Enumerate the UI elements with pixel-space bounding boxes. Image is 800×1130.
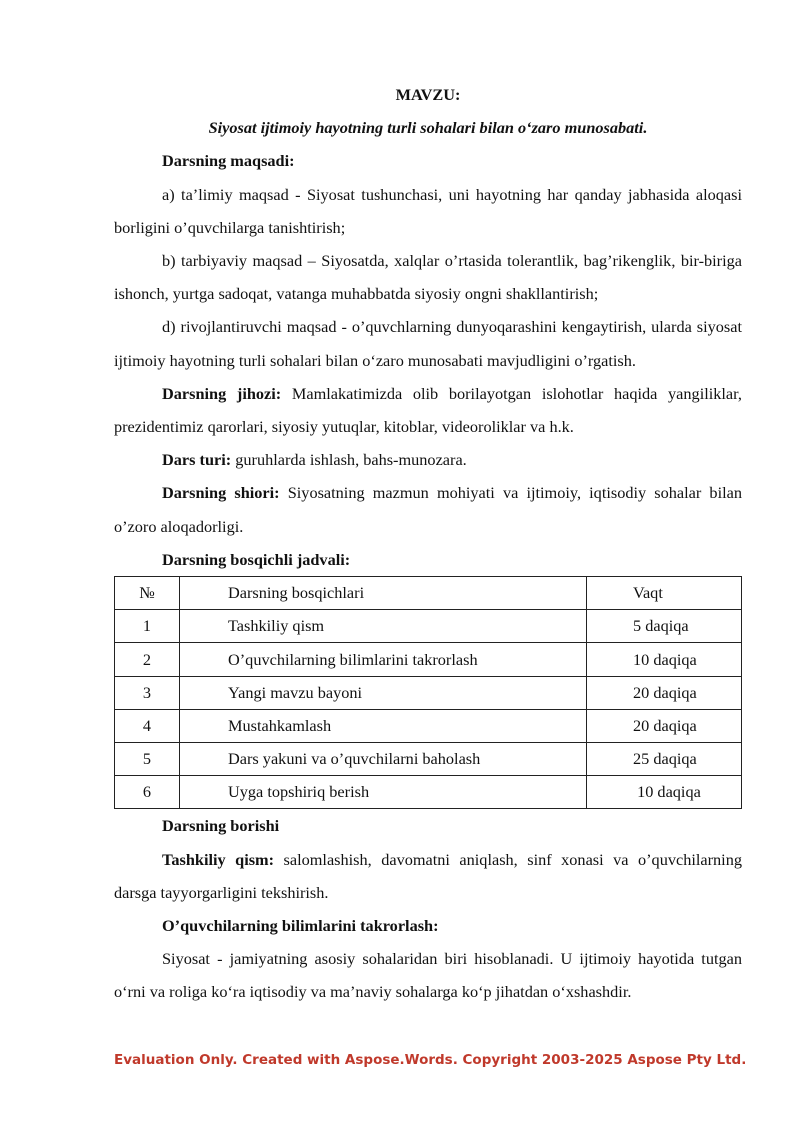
- row-time: 10 daqiqa: [587, 776, 742, 809]
- row-time: 5 daqiqa: [587, 610, 742, 643]
- type-label: Dars turi:: [162, 450, 232, 470]
- table-header-row: [115, 577, 742, 610]
- goal-b: b) tarbiyaviy maqsad – Siyosatda, xalqlar o’rtasida tolerantlik, bag’rikenglik, bir-biriga ishonch, yurtga sadoqat, vatanga muhabbatda siyosiy ongni shakllantirish;: [114, 251, 742, 304]
- header-time: Vaqt: [587, 577, 742, 610]
- table-row: [115, 643, 742, 676]
- equipment-text: Mamlakatimizda olib borilayotgan islohotlar haqida yangiliklar, prezidentimiz qarorlari, siyosiy yutuqlar, kitoblar, videoroliklar va h.k.: [114, 383, 742, 437]
- motto-text: Siyosatning mazmun mohiyati va ijtimoiy, iqtisodiy sohalar bilan o’zoro aloqadorligi.: [114, 483, 742, 536]
- header-number: №: [115, 577, 180, 610]
- row-number: 2: [115, 643, 180, 676]
- organizational-paragraph: [114, 843, 742, 909]
- equipment-label: Darsning jihozi:: [162, 383, 282, 403]
- row-time: 10 daqiqa: [587, 643, 742, 676]
- type-text: guruhlarda ishlash, bahs-munozara.: [231, 450, 467, 470]
- row-stage: Dars yakuni va o’quvchilarni baholash: [180, 742, 587, 775]
- evaluation-watermark: Evaluation Only. Created with Aspose.Words. Copyright 2003-2025 Aspose Pty Ltd.: [114, 1052, 747, 1068]
- row-stage: Tashkiliy qism: [180, 610, 587, 643]
- table-row: [115, 610, 742, 643]
- row-stage: Mustahkamlash: [180, 709, 587, 742]
- row-number: 1: [115, 610, 180, 643]
- table-row: [115, 676, 742, 709]
- row-stage: O’quvchilarning bilimlarini takrorlash: [180, 643, 587, 676]
- organizational-text: salomlashish, davomatni aniqlash, sinf xonasi va o’quvchilarning darsga tayyorgarligini tekshirish.: [114, 849, 742, 902]
- review-heading: O’quvchilarning bilimlarini takrorlash:: [162, 915, 439, 935]
- document-page: [114, 78, 742, 1009]
- row-time: 25 daqiqa: [587, 742, 742, 775]
- row-number: 4: [115, 709, 180, 742]
- table-row: [115, 742, 742, 775]
- row-time: 20 daqiqa: [587, 709, 742, 742]
- goal-heading: Darsning maqsadi:: [162, 151, 295, 171]
- table-row: [115, 709, 742, 742]
- row-number: 3: [115, 676, 180, 709]
- row-stage: Yangi mavzu bayoni: [180, 676, 587, 709]
- review-paragraph: Siyosat - jamiyatning asosiy sohalaridan biri hisoblanadi. U ijtimoiy hayotida tutgan o‘rni va roliga ko‘ra iqtisodiy va ma’naviy sohalarga ko‘p jihatdan o‘xshashdir.: [114, 949, 742, 1002]
- row-time: 20 daqiqa: [587, 676, 742, 709]
- progress-heading: Darsning borishi: [162, 816, 280, 836]
- motto-label: Darsning shiori:: [162, 483, 280, 503]
- lesson-stages-table: [114, 576, 742, 809]
- row-number: 5: [115, 742, 180, 775]
- row-number: 6: [115, 776, 180, 809]
- table-row: [115, 776, 742, 809]
- header-stages: Darsning bosqichlari: [180, 577, 587, 610]
- document-title: MAVZU:: [395, 85, 461, 104]
- type-paragraph: [114, 443, 742, 476]
- goal-d: d) rivojlantiruvchi maqsad - o’quvchlarning dunyoqarashini kengaytirish, ularda siyosat ijtimoiy hayotning turli sohalari bilan o‘zaro munosabati mavjudligini o’rgatish.: [114, 317, 742, 370]
- table-heading: Darsning bosqichli jadvali:: [162, 549, 351, 569]
- goal-a: a) ta’limiy maqsad - Siyosat tushunchasi, uni hayotning har qanday jabhasida aloqasi borligini o’quvchilarga tanishtirish;: [114, 184, 742, 237]
- organizational-label: Tashkiliy qism:: [162, 849, 275, 869]
- equipment-paragraph: [114, 377, 742, 443]
- document-subtitle: Siyosat ijtimoiy hayotning turli sohalari bilan o‘zaro munosabati.: [208, 118, 648, 138]
- motto-paragraph: [114, 476, 742, 542]
- row-stage: Uyga topshiriq berish: [180, 776, 587, 809]
